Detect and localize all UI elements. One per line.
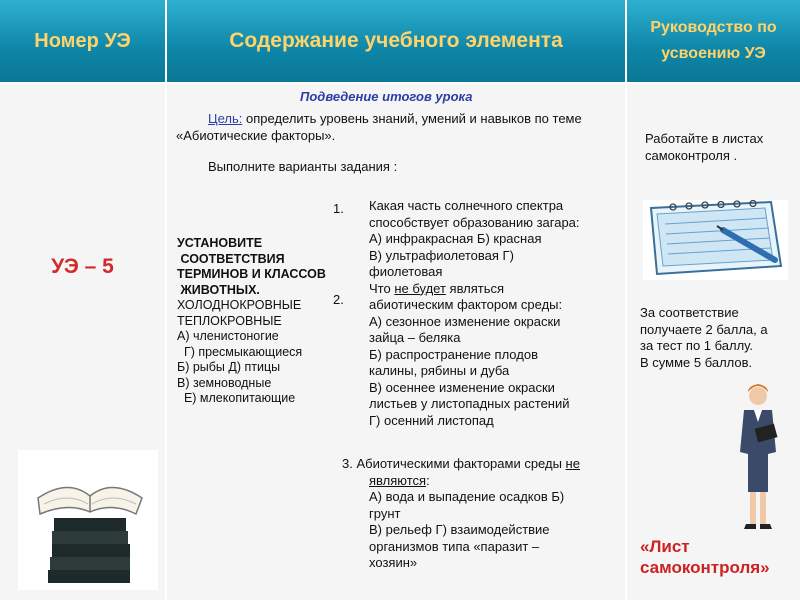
- q1-line: фиолетовая: [369, 264, 443, 279]
- q3-underlined: являются: [369, 472, 427, 488]
- q2-line: Г) осенний листопад: [369, 412, 494, 428]
- question-2-options: [369, 297, 624, 429]
- goal-label: Цель:: [208, 111, 243, 126]
- question-number-1: 1.: [333, 201, 344, 216]
- question-number-2: 2.: [333, 292, 344, 307]
- header-content-label: Содержание учебного элемента: [229, 29, 563, 52]
- score-line: получаете 2 балла, а: [640, 321, 768, 337]
- q1-line: А) инфракрасная Б) красная: [369, 231, 542, 246]
- matching-task: [177, 236, 367, 407]
- q1-line: Какая часть солнечного спектра: [369, 198, 564, 213]
- subtitle: Подведение итогов урока: [300, 89, 473, 104]
- q2-line: листьев у листопадных растений: [369, 396, 570, 411]
- q2-line: зайца – беляка: [369, 330, 461, 345]
- header-col-content: [167, 0, 625, 82]
- matching-line: СООТВЕТСТВИЯ: [177, 251, 285, 266]
- q2-line: калины, рябины и дуба: [369, 363, 510, 378]
- q3-line: грунт: [369, 505, 401, 521]
- score-line: за тест по 1 баллу.: [640, 338, 753, 353]
- divider: [0, 82, 800, 84]
- q2-line: А) сезонное изменение окраски: [369, 313, 561, 329]
- q3-line: хозяин»: [369, 555, 418, 570]
- q3-line: организмов типа «паразит –: [369, 538, 540, 554]
- q2-text: являться: [445, 280, 505, 296]
- q3-line: В) рельеф Г) взаимодействие: [369, 522, 550, 537]
- matching-line: Г) пресмыкающиеся: [177, 344, 303, 359]
- spiral-notebook-pen-icon: [643, 200, 788, 280]
- q2-text: Что: [369, 280, 395, 296]
- matching-line: ХОЛОДНОКРОВНЫЕ: [177, 298, 302, 312]
- divider: [165, 0, 167, 600]
- q2-line: В) осеннее изменение окраски: [369, 379, 555, 395]
- matching-line: Е) млекопитающие: [177, 391, 296, 405]
- matching-line: ТЕПЛОКРОВНЫЕ: [177, 313, 282, 328]
- q3-underlined: не: [565, 456, 580, 471]
- task-instruction: Выполните варианты задания :: [208, 159, 398, 174]
- guide-work-text: Работайте в листах самоконтроля .: [645, 131, 764, 163]
- q3-text: 3. Абиотическими факторами среды: [342, 456, 566, 471]
- question-3: [342, 456, 627, 572]
- header-number-label: Номер УЭ: [34, 29, 131, 52]
- q2-line: абиотическим фактором среды:: [369, 297, 563, 312]
- q2-underlined: не будет: [394, 280, 446, 296]
- ue-label: УЭ – 5: [51, 255, 114, 278]
- question-2: [369, 281, 624, 430]
- q3-text: :: [426, 472, 430, 488]
- score-info: [640, 305, 798, 371]
- matching-line: УСТАНОВИТЕ: [177, 236, 263, 250]
- goal-text: [176, 110, 616, 144]
- open-book-stack-icon: [18, 450, 158, 590]
- q1-line: способствует образованию загара:: [369, 214, 580, 230]
- goal-description: определить уровень знаний, умений и навыков по теме «Абиотические факторы».: [176, 111, 582, 143]
- matching-line: ТЕРМИНОВ И КЛАССОВ: [177, 267, 326, 281]
- matching-line: А) членистоногие: [177, 329, 279, 343]
- matching-line: В) земноводные: [177, 375, 272, 390]
- score-line: За соответствие: [640, 305, 739, 320]
- header-col-number: [0, 0, 165, 82]
- score-line: В сумме 5 баллов.: [640, 354, 753, 370]
- teacher-with-folder-icon: [728, 382, 788, 532]
- header-col-guide: [627, 0, 800, 82]
- header-guide-label: Руководство по усвоению УЭ: [650, 19, 777, 62]
- questions-block: [369, 198, 624, 429]
- matching-line: Б) рыбы Д) птицы: [177, 360, 281, 374]
- q1-line: В) ультрафиолетовая Г): [369, 247, 514, 263]
- question-1: [369, 198, 624, 281]
- q2-line: Б) распространение плодов: [369, 346, 538, 362]
- q3-line: А) вода и выпадение осадков Б): [369, 489, 565, 504]
- matching-line: ЖИВОТНЫХ.: [177, 282, 260, 297]
- self-check-sheet-title: «Лист самоконтроля»: [640, 537, 770, 577]
